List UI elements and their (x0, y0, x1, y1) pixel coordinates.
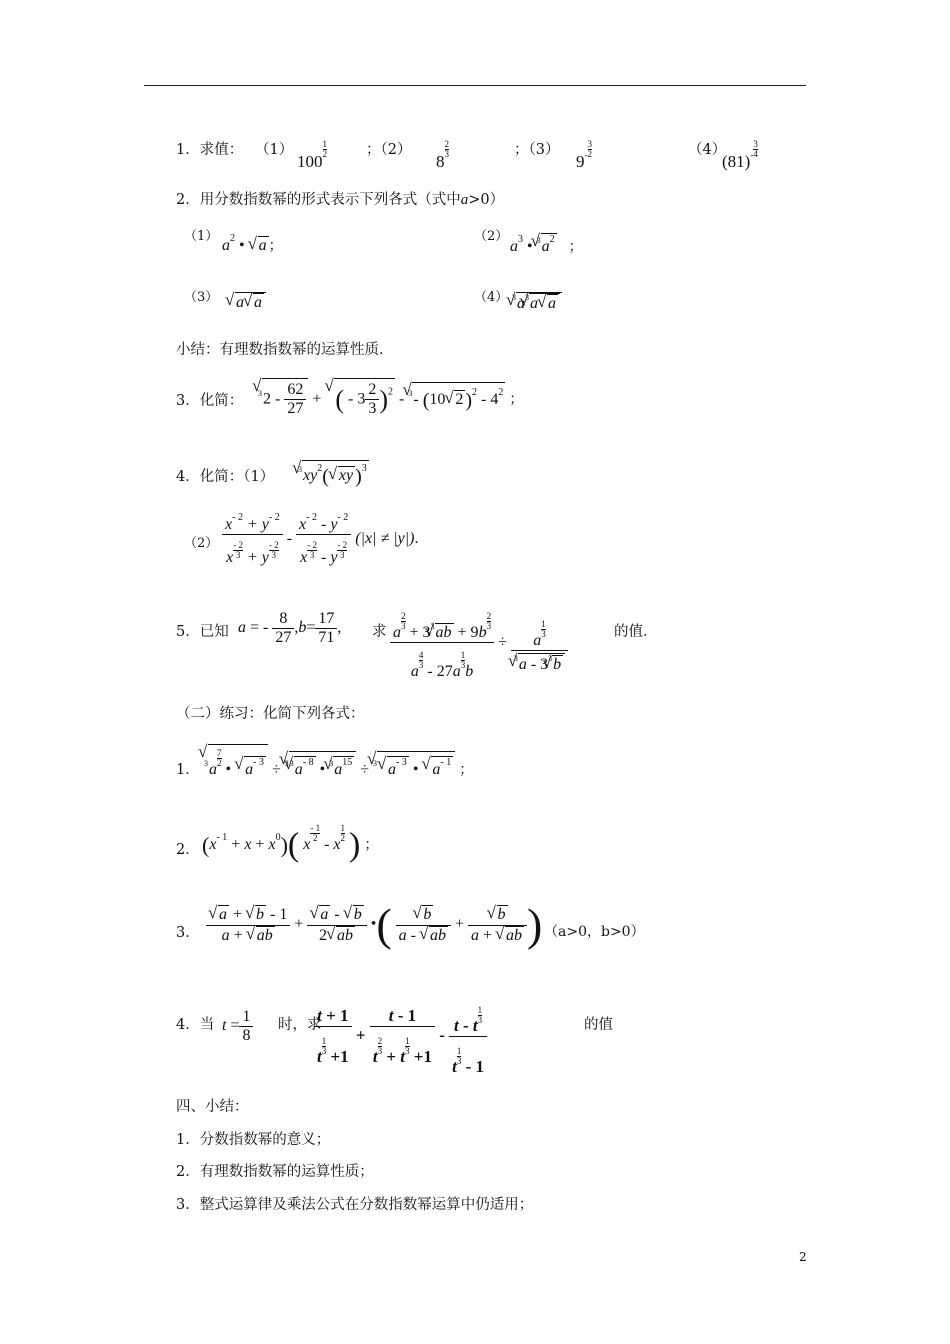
q1-part1: （1） (255, 142, 294, 158)
e3-label: 3． (176, 925, 200, 941)
q5-ask: 求 (372, 624, 387, 640)
e4-t-den: 8 (239, 1026, 253, 1045)
page-number: 2 (799, 1250, 807, 1264)
q2-expr4: $^3$√ $a^3√$ a√ a (512, 292, 562, 313)
q3-end: ； (509, 392, 524, 408)
q5-given: a = - $\frac{8}{27}$ ,b= $\frac{17}{71}$ , (238, 610, 342, 646)
q1-label: 1．求值： (176, 142, 244, 158)
q2-expr3: √ a√ a (226, 292, 266, 312)
summary-item-1: 1．分数指数幂的意义； (176, 1132, 331, 1148)
q1-expr3-base: 9 (576, 152, 585, 171)
q1-expr2-den: 3 (444, 149, 449, 159)
q1-expr2 (436, 140, 449, 172)
q1-expr1-base: 100 (297, 152, 323, 171)
q5-b-num: 17 (318, 610, 335, 627)
e4-label: 4．当 (176, 1017, 215, 1033)
q1-expr4 (722, 140, 758, 172)
q2-p3-label: （3） (184, 290, 219, 305)
q4-end: . (414, 530, 419, 548)
summary-item-2: 2．有理数指数幂的运算性质； (176, 1164, 374, 1180)
q2-p2-label: （2） (474, 229, 509, 244)
q1-expr1-num: 1 (322, 139, 327, 149)
summary1: 小结：有理数指数幂的运算性质． (176, 342, 394, 358)
q1-expr3 (576, 140, 592, 172)
e3-expr: √ $\frac{a + √ b - 1}{a + √ ab}$ + √ $\frac{a - √ b}{2√ ab}$ •( √ $\frac{b}{a - √ ab}$ + √ $\frac{b}{a + √ ab}$ ) (206, 902, 542, 948)
q4-p2-label: （2） (184, 536, 219, 551)
header-rule (144, 85, 806, 86)
q4-expr2: $x^{- 2} + y^{- 2}$ x $\frac{- 2}{3}$ + y $\frac{- 2}{3}$ - $x^{- 2} - y^{- 2}$ x $\frac{- 2}{3}$ - y $\frac{- 2}{3}$ (|x| ≠ |y|). (222, 512, 419, 567)
q3-expr: $^3$√ 2 - $\frac{62}{27}$ + √ ( - 3 $\frac{2}{3}$ )$^2$ - $^3$√ - (10√ 2 )$^2 - 4^2$ ； (258, 378, 523, 419)
q4-cond: (|x| ≠ |y|) (355, 530, 415, 548)
q1-part2: ；（2） (366, 142, 412, 158)
q2-expr1: $a^2$ • √ a ； (222, 233, 283, 255)
q1-expr3-sign: - (584, 150, 588, 160)
e2-label: 2． (176, 842, 200, 858)
e1-end: ； (459, 763, 474, 778)
q1-expr4-base: (81) (722, 152, 751, 171)
q2-label: 2．用分数指数幂的形式表示下列各式（式中 (176, 192, 461, 208)
section2-heading: （二）练习：化简下列各式： (176, 706, 365, 722)
q4-expr1: $^3$√ $xy^2(√$ xy )$^3$ (298, 460, 369, 486)
q2-cond-rest: >0） (468, 192, 505, 208)
e4-expr: t + 1 t $\frac{1}{3}$ +1 + t - 1 t $\frac{2}{3}$ + t $\frac{1}{3}$ +1 - t - t $\frac{1}{3}$ t $\frac{1}{3}$ - 1 (314, 996, 487, 1077)
q1-expr4-num: 3 (753, 139, 758, 149)
q1-expr1 (297, 140, 327, 172)
q1-part3: ；（3） (514, 142, 560, 158)
q5-label: 5．已知 (176, 624, 229, 640)
q1-expr4-sign: - (750, 150, 754, 160)
e2-end: ； (364, 838, 379, 853)
summary-item-3: 3．整式运算律及乘法公式在分数指数幂运算中仍适用； (176, 1197, 534, 1213)
q5-tail: 的值． (614, 624, 658, 640)
q5-a-den: 27 (272, 628, 294, 647)
section4-heading: 四、小结： (176, 1099, 249, 1115)
q1-expr3-num: 3 (587, 139, 592, 149)
e3-cond: （a>0，b>0） (544, 924, 645, 940)
q1-expr2-num: 2 (444, 139, 449, 149)
q5-b-den: 71 (315, 628, 337, 647)
q1-expr4-den: 4 (753, 149, 758, 159)
q3-label: 3．化简： (176, 393, 244, 409)
q2-p4-label: （4） (474, 290, 509, 305)
e1-expr: $^3$√ a $\frac{7}{2}$ • √ $a^{- 3} \div ^3√$ $^3$√ $a^{- 8}$ • $^3$√ $a^{15} \div ^3√$ √ $a^{- 3}$ • √ $a^{- 1}$ ； (204, 744, 473, 779)
q1-expr1-den: 2 (322, 149, 327, 159)
q2-cond-var: a (460, 192, 469, 208)
e4-when: 时，求 (278, 1017, 322, 1033)
e2-expr: $(x^{- 1} + x + x^0)$( x $\frac{- 1}{2}$ - x $\frac{1}{2}$ ) ； (202, 823, 379, 864)
q2-p1-label: （1） (184, 229, 219, 244)
q1-part4: （4） (688, 142, 727, 158)
q1-expr3-den: 2 (587, 149, 592, 159)
q1-expr2-base: 8 (436, 152, 445, 171)
e4-tail: 的值 (584, 1017, 613, 1033)
q2-expr2: $a^3$ • $^3$√ $a^2$ ； (510, 233, 583, 256)
e4-t-num: 1 (242, 1008, 251, 1025)
q2-semi1: ； (268, 239, 283, 254)
q2-heading (176, 188, 504, 209)
q5-a-num: 8 (279, 610, 288, 627)
q4-label: 4．化简：（1） (176, 469, 275, 485)
e4-t-given: t = $\frac{1}{8}$ (222, 1008, 253, 1045)
q5-expr: a $\frac{2}{3}$ + $3^3√$ ab + 9b $\frac{2}{3}$ a $\frac{4}{3}$ - 27a $\frac{1}{3}$ b ÷ a $\frac{1}{3}$ $^3$√ a - $3^3√$ b (390, 604, 568, 681)
q2-semi2: ； (568, 240, 583, 255)
e1-label: 1． (176, 762, 200, 778)
